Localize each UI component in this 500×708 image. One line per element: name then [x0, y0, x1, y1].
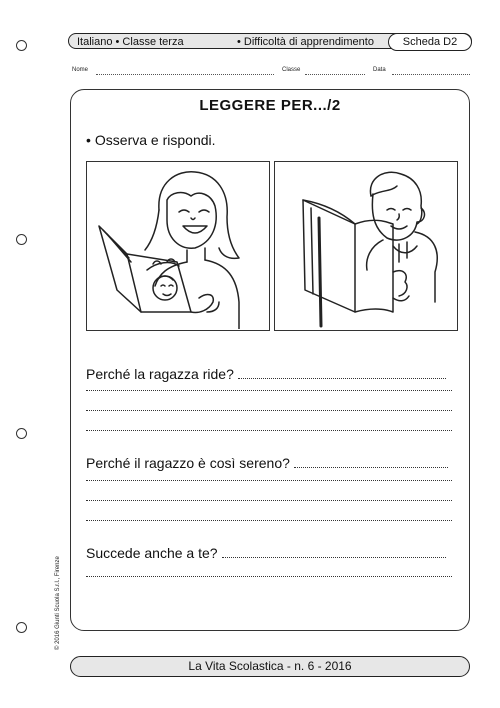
name-field[interactable]	[96, 74, 274, 75]
question-1-answer-line[interactable]	[86, 430, 452, 431]
girl-reading-laughing-icon	[87, 162, 268, 329]
question-1-text: Perché la ragazza ride?	[86, 366, 234, 382]
picture-boy-reading	[274, 161, 458, 331]
question-1-answer-line[interactable]	[86, 410, 452, 411]
question-1-answer-inline[interactable]	[238, 378, 446, 379]
question-2-text: Perché il ragazzo è così sereno?	[86, 455, 290, 471]
question-2	[86, 455, 448, 471]
worksheet-header	[68, 33, 472, 49]
bullet-icon: •	[86, 132, 91, 148]
binder-hole-lower-middle	[16, 428, 27, 439]
question-2-answer-inline[interactable]	[294, 467, 448, 468]
page-title: LEGGERE PER.../2	[199, 97, 341, 114]
name-label: Nome	[72, 67, 89, 73]
instruction-text: Osserva e rispondi.	[94, 132, 216, 148]
boy-reading-smiling-icon	[275, 162, 456, 329]
instruction	[86, 132, 216, 148]
date-label: Data	[373, 67, 386, 73]
binder-hole-upper-middle	[16, 234, 27, 245]
binder-hole-top	[16, 40, 27, 51]
question-2-answer-line[interactable]	[86, 480, 452, 481]
class-field[interactable]	[305, 74, 365, 75]
question-1-answer-line[interactable]	[86, 390, 452, 391]
picture-girl-reading	[86, 161, 270, 331]
question-3-text: Succede anche a te?	[86, 545, 218, 561]
date-field[interactable]	[392, 74, 470, 75]
question-3-answer-inline[interactable]	[222, 557, 446, 558]
question-2-answer-line[interactable]	[86, 500, 452, 501]
question-2-answer-line[interactable]	[86, 520, 452, 521]
question-1	[86, 366, 446, 382]
question-3-answer-line[interactable]	[86, 576, 452, 577]
subject-label: Italiano • Classe terza	[77, 36, 184, 48]
copyright-notice: © 2016 Giunti Scuola S.r.l., Firenze	[55, 556, 61, 650]
question-3	[86, 545, 446, 561]
binder-hole-bottom	[16, 622, 27, 633]
sheet-badge: Scheda D2	[388, 33, 472, 51]
topic-label: • Difficoltà di apprendimento	[237, 36, 374, 48]
footer: La Vita Scolastica - n. 6 - 2016	[70, 656, 470, 677]
class-label: Classe	[282, 67, 301, 73]
